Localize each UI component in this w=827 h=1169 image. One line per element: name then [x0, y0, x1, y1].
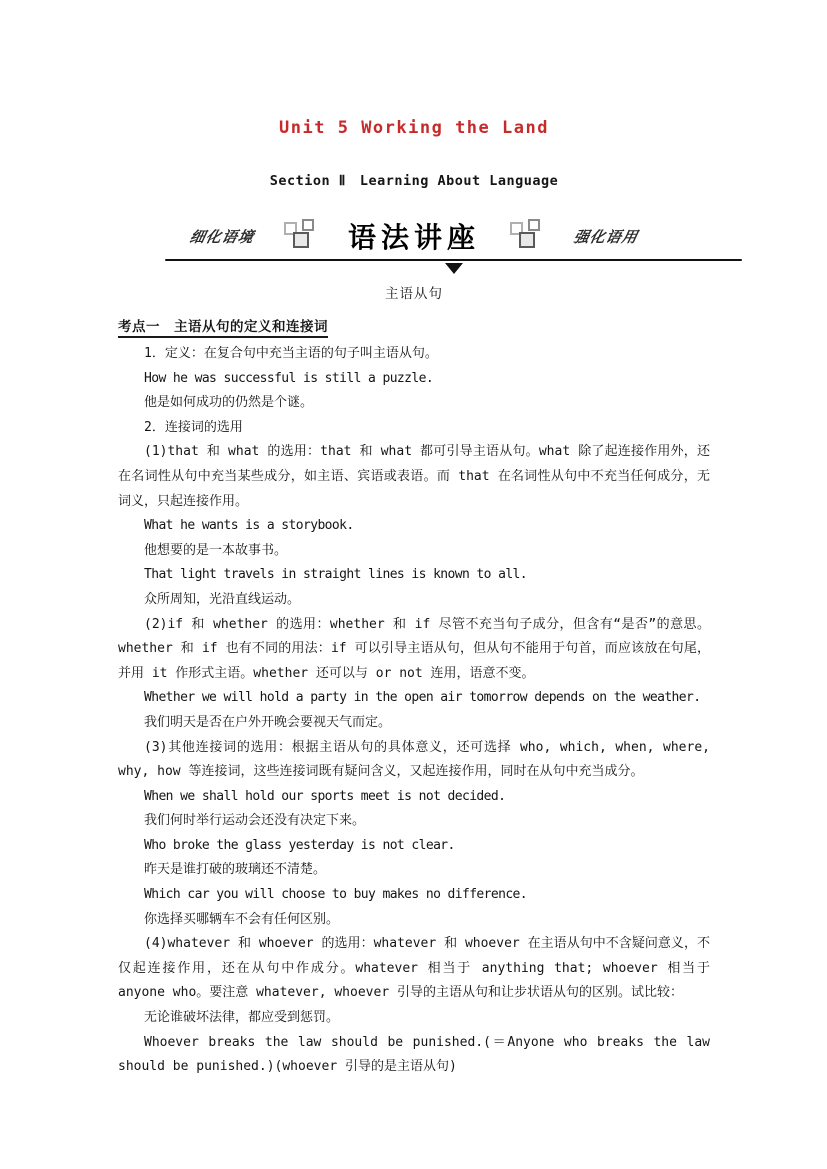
section-heading — [118, 315, 710, 335]
banner-left-label: 细化语境 — [187, 229, 256, 246]
paragraph: (2)if 和 whether 的选用：whether 和 if 尽管不充当句子成分，但含有“是否”的意思。whether 和 if 也有不同的用法：if 可以引导主语从句，但从句不能用于句首，而应该放在句尾，并用 it 作形式主语。whether 还可以与 or not 连用，语意不变。 — [118, 616, 710, 681]
topic-title: 主语从句 — [385, 286, 443, 302]
banner-right-label: 强化语用 — [571, 229, 640, 246]
unit-title: Unit 5 Working the Land — [279, 118, 549, 138]
paragraph: That light travels in straight lines is known to all. — [144, 567, 528, 583]
paragraph: When we shall hold our sports meet is not decided. — [144, 788, 506, 804]
cubes-decoration-icon — [282, 216, 320, 256]
paragraph: 众所周知，光沿直线运动。 — [144, 591, 301, 607]
paragraph: (4)whatever 和 whoever 的选用：whatever 和 whoever 在主语从句中不含疑问意义，不仅起连接作用，还在从句中作成分。whatever 相当于 anything that; whoever 相当于 anyone who。要注意 whatever, whoever 引导的主语从句和让步状语从句的区别。试比较： — [118, 936, 710, 1001]
paragraph: What he wants is a storybook. — [144, 518, 354, 534]
banner-title: 语法讲座 — [347, 221, 480, 254]
paragraph: 昨天是谁打破的玻璃还不清楚。 — [144, 862, 327, 878]
grammar-lecture-banner — [118, 213, 710, 259]
body-paragraphs — [118, 342, 710, 1080]
paragraph: Which car you will choose to buy makes no difference. — [144, 887, 528, 903]
paragraph: (1)that 和 what 的选用：that 和 what 都可引导主语从句。what 除了起连接作用外，还在名词性从句中充当某些成分，如主语、宾语或表语。而 that 在名词性从句中不充当任何成分，无词义，只起连接作用。 — [118, 444, 710, 509]
paragraph: Whoever breaks the law should be punished.(＝Anyone who breaks the law should be punished.)(whoever 引导的是主语从句) — [118, 1034, 710, 1075]
paragraph: 2．连接词的选用 — [144, 419, 243, 435]
horizontal-rule — [165, 259, 742, 261]
paragraph: 他想要的是一本故事书。 — [144, 542, 288, 558]
cubes-decoration-icon — [508, 216, 546, 256]
paragraph: Whether we will hold a party in the open air tomorrow depends on the weather. — [144, 690, 701, 706]
paragraph: 我们何时举行运动会还没有决定下来。 — [144, 813, 366, 829]
paragraph: 他是如何成功的仍然是个谜。 — [144, 395, 314, 411]
paragraph: 无论谁破坏法律，都应受到惩罚。 — [144, 1010, 340, 1026]
paragraph: 你选择买哪辆车不会有任何区别。 — [144, 911, 340, 927]
down-triangle-icon — [445, 263, 463, 274]
paragraph: Who broke the glass yesterday is not clear. — [144, 837, 455, 853]
paragraph: 我们明天是否在户外开晚会要视天气而定。 — [144, 714, 392, 730]
banner-rule — [165, 259, 742, 274]
paragraph: How he was successful is still a puzzle. — [144, 370, 434, 386]
paragraph: (3)其他连接词的选用：根据主语从句的具体意义，还可选择 who, which, when, where, why, how 等连接词，这些连接词既有疑问含义，又起连接作用，同时在从句中充当成分。 — [118, 739, 710, 780]
section-heading-text: 考点一 主语从句的定义和连接词 — [118, 319, 328, 338]
section-title: Section Ⅱ Learning About Language — [269, 173, 559, 189]
paragraph: 1．定义：在复合句中充当主语的句子叫主语从句。 — [144, 346, 438, 361]
